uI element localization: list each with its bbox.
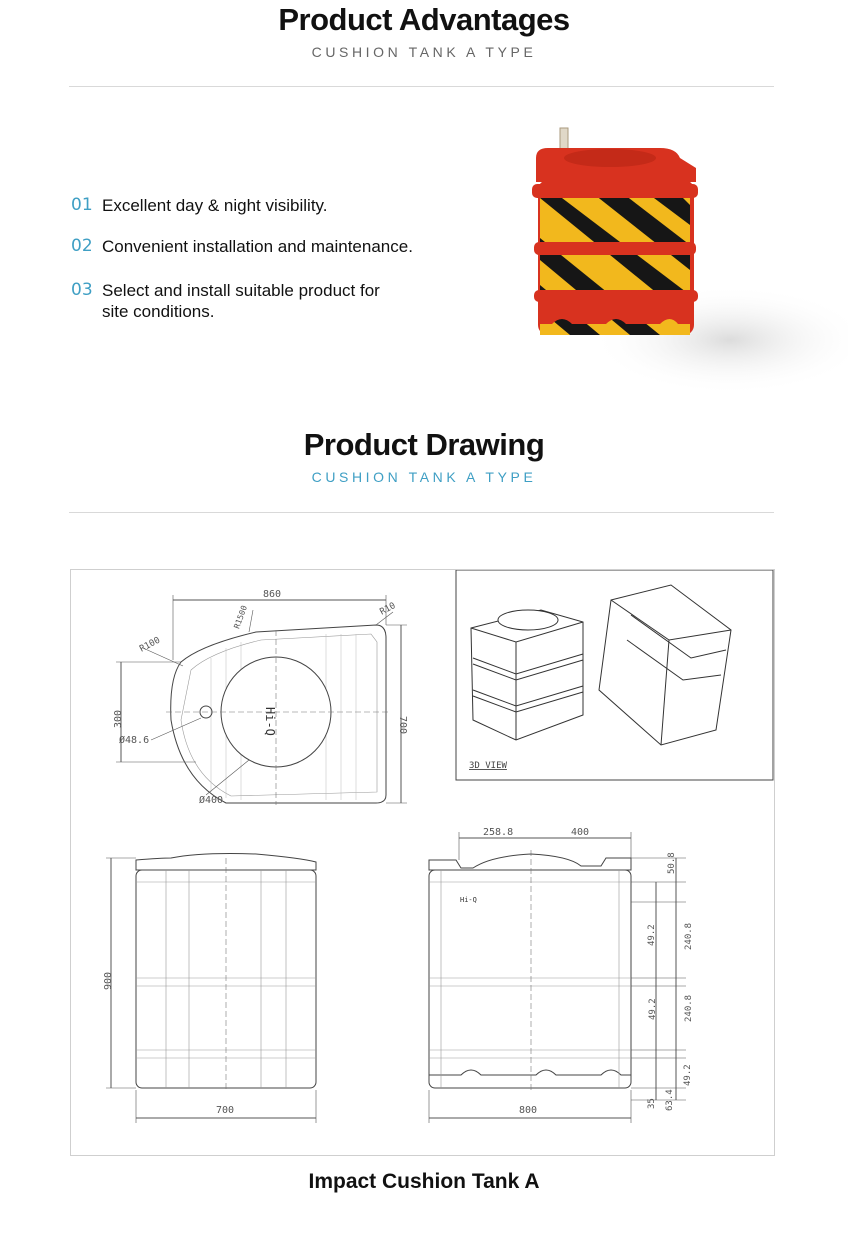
cushion-tank-product-image	[500, 110, 848, 410]
side-dim-bottom-2: 63.4	[665, 1089, 675, 1111]
side-top-left-dim: 258.8	[483, 827, 514, 838]
side-view-drawing	[429, 832, 686, 1123]
advantage-text: Excellent day & night visibility.	[102, 196, 328, 215]
side-width-dim: 800	[519, 1105, 538, 1116]
drawing-caption: Impact Cushion Tank A	[308, 1170, 540, 1193]
side-dim-3: 240.8	[684, 922, 694, 950]
side-dim-bottom-1: 35	[647, 1098, 657, 1109]
top-view-drawing	[116, 595, 407, 805]
drawing-title: Product Drawing	[303, 427, 545, 462]
side-top-right-dim: 400	[571, 827, 590, 838]
advantage-number: 02	[71, 236, 93, 256]
top-radius-dim: R1500	[232, 604, 250, 630]
top-mark: Hi-Q	[263, 707, 277, 736]
drawing-subtitle: CUSHION TANK A TYPE	[311, 469, 537, 485]
advantage-text: Convenient installation and maintenance.	[102, 237, 413, 256]
iso-view-label: 3D VIEW	[469, 761, 507, 771]
side-dim-5: 240.8	[684, 994, 694, 1022]
cap-dim: Ø400	[199, 795, 224, 806]
side-mark: Hi-Q	[460, 896, 477, 904]
iso-view-drawing	[471, 585, 731, 745]
left-dim: 300	[113, 709, 124, 728]
advantage-number: 01	[71, 195, 93, 215]
top-height-dim: 700	[397, 716, 408, 735]
advantage-item-3	[71, 280, 402, 322]
drawing-divider	[69, 512, 774, 513]
front-height-dim: 900	[103, 971, 114, 990]
front-width-dim: 700	[216, 1105, 235, 1116]
side-dim-4: 49.2	[648, 998, 658, 1020]
advantage-item-1	[71, 195, 432, 216]
front-view-drawing	[106, 854, 316, 1124]
advantage-text: Select and install suitable product for site conditions.	[102, 281, 380, 321]
advantages-divider	[69, 86, 774, 87]
advantages-title: Product Advantages	[278, 2, 570, 37]
advantages-subtitle: CUSHION TANK A TYPE	[311, 44, 537, 60]
right-radius-dim: R10	[378, 600, 398, 618]
side-dim-2: 49.2	[647, 924, 657, 946]
left-radius-dim: R100	[138, 635, 163, 655]
advantage-number: 03	[71, 280, 93, 300]
hole-dim: Ø48.6	[119, 735, 150, 746]
side-dim-6: 49.2	[683, 1064, 693, 1086]
advantage-item-2	[71, 236, 432, 257]
side-dim-1: 50.8	[667, 852, 677, 874]
top-width-dim: 860	[263, 589, 282, 600]
technical-drawing	[70, 569, 775, 1156]
